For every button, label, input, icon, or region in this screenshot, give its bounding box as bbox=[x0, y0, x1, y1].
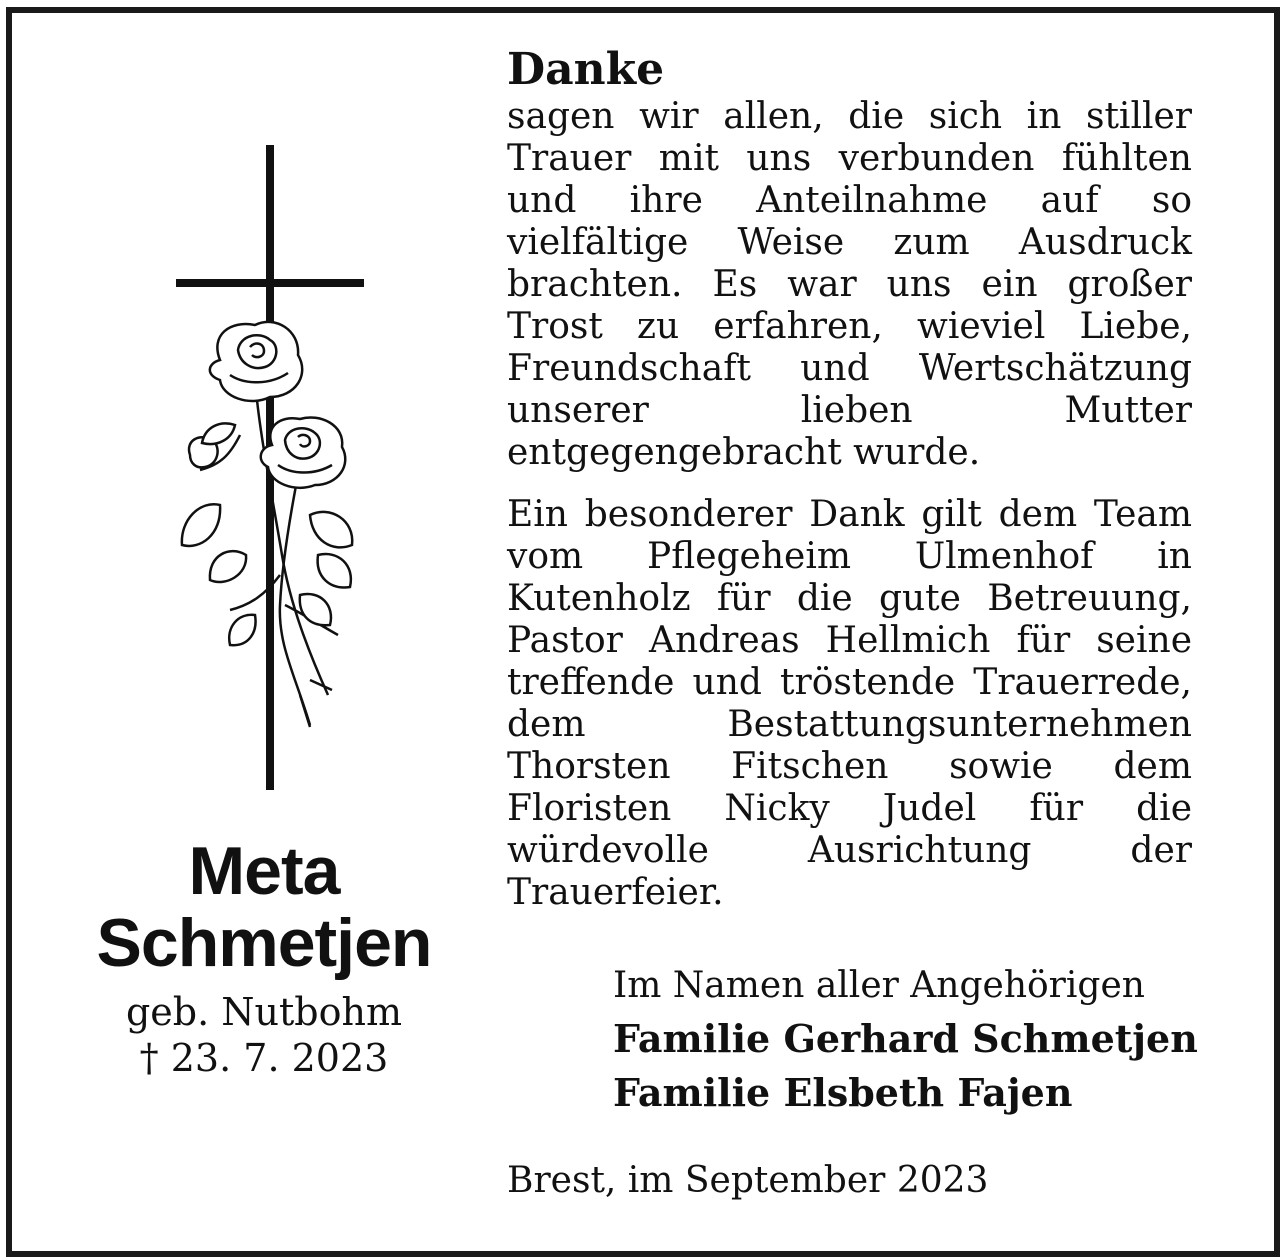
signature-intro: Im Namen aller Angehörigen bbox=[613, 965, 1145, 1006]
thanks-paragraph-2: Ein besonderer Dank gilt dem Team vom Pflegeheim Ulmenhof in Kutenholz für die gute Betreuung, Pastor Andreas Hellmich für seine treffende und tröstende Trauerrede, dem Bestattungsunternehmen Thorsten Fitschen sowie dem Floristen Nicky Judel für die würdevolle Ausrichtung der Trauerfeier. bbox=[507, 494, 1192, 913]
deceased-death-date: † 23. 7. 2023 bbox=[139, 1036, 389, 1080]
deceased-block bbox=[44, 835, 484, 1081]
deceased-last-name: Schmetjen bbox=[96, 905, 432, 981]
cross-with-roses bbox=[160, 135, 390, 795]
place-date: Brest, im September 2023 bbox=[507, 1160, 989, 1201]
thanks-text bbox=[507, 44, 1192, 914]
deceased-birth-name: geb. Nutbohm bbox=[125, 990, 402, 1034]
thanks-heading: Danke bbox=[507, 44, 665, 95]
deceased-first-name: Meta bbox=[188, 833, 340, 909]
cross-icon bbox=[160, 135, 390, 795]
family-name: Familie Elsbeth Fajen bbox=[613, 1070, 1073, 1115]
thanks-paragraph-1: sagen wir allen, die sich in stiller Trauer mit uns verbunden fühlten und ihre Anteilnahme auf so vielfältige Weise zum Ausdruck brachten. Es war uns ein großer Trost zu erfahren, wieviel Liebe, Freundschaft und Wertschätzung unserer lieben Mutter entgegengebracht wurde. bbox=[507, 96, 1192, 473]
family-name: Familie Gerhard Schmetjen bbox=[613, 1016, 1198, 1061]
signature-block bbox=[613, 960, 1203, 1120]
